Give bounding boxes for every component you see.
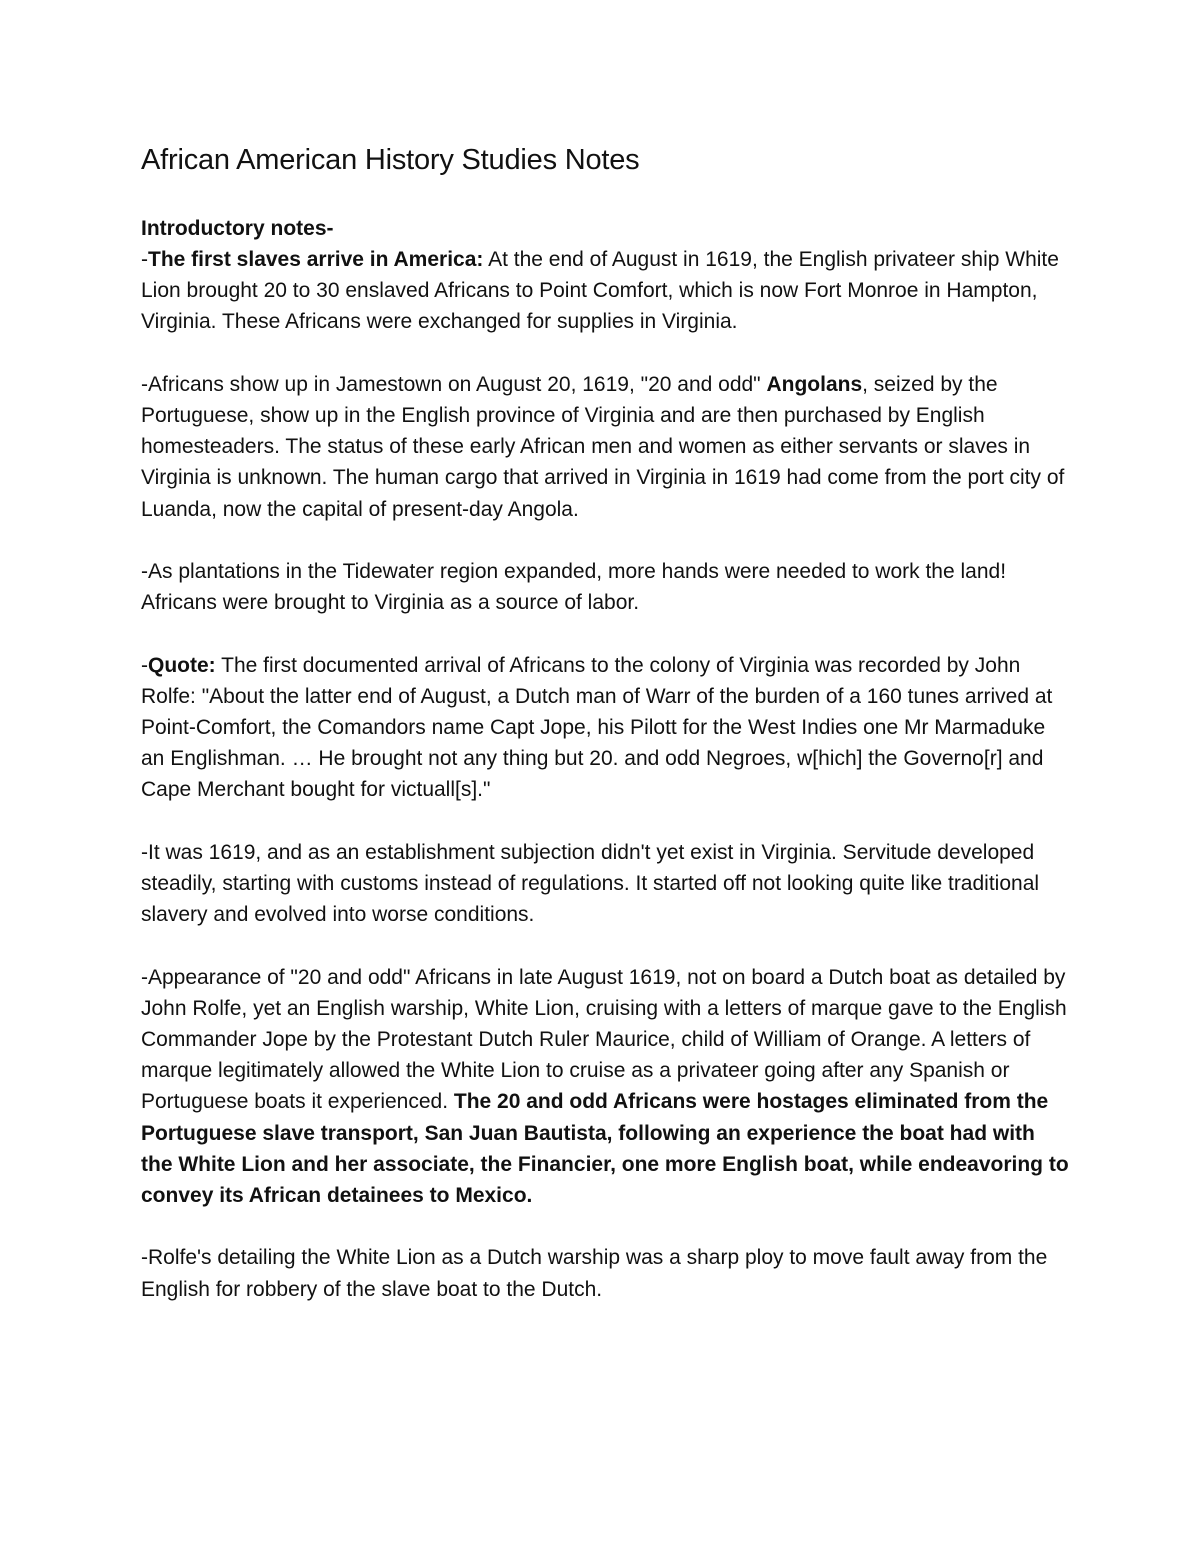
paragraph-lead: - <box>141 653 148 677</box>
document-page <box>141 140 1071 1305</box>
paragraph-bold-heading: Quote: <box>148 653 216 677</box>
paragraph-appearance <box>141 962 1071 1212</box>
paragraph-text: -Appearance of "20 and odd" Africans in late August 1619, not on board a Dutch boat as detailed by John Rolfe, yet an English warship, White Lion, cruising with a letters of marque gave to the English Commander Jope by the Protestant Dutch Ruler Maurice, child of William of Orange. A letters of marque legitimately allowed the White Lion to cruise as a privateer going after any Spanish or Portuguese boats it experienced. <box>141 965 1067 1114</box>
paragraph-text-after: , seized by the Portuguese, show up in the English province of Virginia and are then purchased by English homesteaders. The status of these early African men and women as either servants or slaves in Virginia is unknown. The human cargo that arrived in Virginia in 1619 had come from the port city of Luanda, now the capital of present-day Angola. <box>141 372 1065 521</box>
paragraph-first-slaves <box>141 244 1071 338</box>
paragraph-text: The first documented arrival of Africans to the colony of Virginia was recorded by John Rolfe: "About the latter end of August, a Dutch man of Warr of the burden of a 160 tunes arrived at Point-Comfort, the Comandors name Capt Jope, his Pilott for the West Indies one Mr Marmaduke an Englishman. … He brought not any thing but 20. and odd Negroes, w[hich] the Governo[r] and Cape Merchant bought for victuall[s]." <box>141 653 1053 802</box>
document-title: African American History Studies Notes <box>141 144 640 176</box>
paragraph-bold-term: Angolans <box>766 372 863 396</box>
paragraph-text: -As plantations in the Tidewater region expanded, more hands were needed to work the land! Africans were brought to Virginia as a source of labor. <box>141 560 1007 615</box>
paragraph-text: -It was 1619, and as an establishment subjection didn't yet exist in Virginia. Servitude developed steadily, starting with customs instead of regulations. It started off not looking quite like traditional slavery and evolved into worse conditions. <box>141 840 1040 927</box>
paragraph-jamestown <box>141 369 1071 525</box>
section-heading: Introductory notes- <box>141 217 334 240</box>
paragraph-lead: - <box>141 248 148 271</box>
paragraph-bold-tail: The 20 and odd Africans were hostages eliminated from the Portuguese slave transport, San Juan Bautista, following an experience the boat had with the White Lion and her associate, the Financier, one more English boat, while endeavoring to convey its African detainees to Mexico. <box>141 1090 1069 1208</box>
paragraph-servitude <box>141 837 1071 931</box>
paragraph-bold-heading: The first slaves arrive in America: <box>148 248 484 271</box>
paragraph-quote <box>141 650 1071 806</box>
paragraph-text: At the end of August in 1619, the English privateer ship White Lion brought 20 to 30 enslaved Africans to Point Comfort, which is now Fort Monroe in Hampton, Virginia. These Africans were exchanged for supplies in Virginia. <box>141 248 1059 334</box>
paragraph-text: -Rolfe's detailing the White Lion as a Dutch warship was a sharp ploy to move fault away from the English for robbery of the slave boat to the Dutch. <box>141 1246 1048 1301</box>
paragraph-rolfe-ploy <box>141 1242 1071 1304</box>
paragraph-plantations <box>141 556 1071 618</box>
paragraph-text-before: -Africans show up in Jamestown on August 20, 1619, "20 and odd" <box>141 372 767 396</box>
